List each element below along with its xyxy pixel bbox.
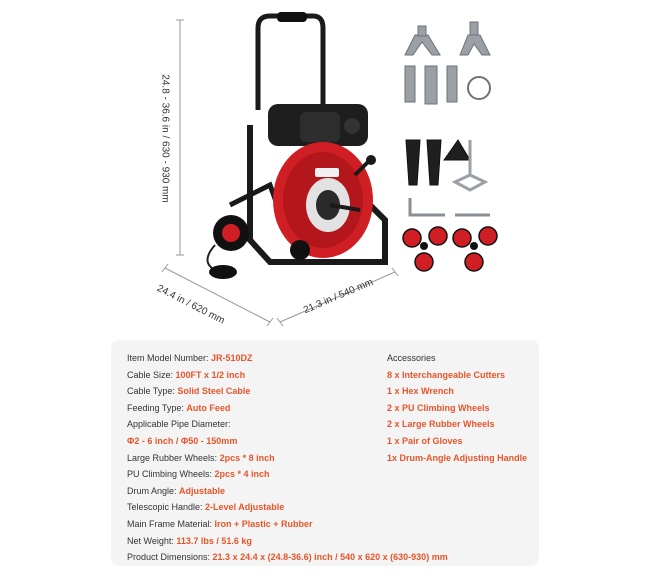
spec-row-drum-angle: Drum Angle: Adjustable bbox=[127, 485, 226, 496]
height-dimension-label: 24.8 - 36.6 in / 630 - 930 mm bbox=[159, 74, 171, 203]
spec-row-rubber-wheels: Large Rubber Wheels: 2pcs * 8 inch bbox=[127, 452, 275, 463]
accessories-list bbox=[387, 350, 527, 466]
cutters-illustration bbox=[405, 22, 490, 190]
spec-row-pipe-diameter-value: Φ2 - 6 inch / Φ50 - 150mm bbox=[127, 435, 238, 446]
accessory-item: 1 x Pair of Gloves bbox=[387, 435, 463, 446]
spec-row-feeding-type: Feeding Type: Auto Feed bbox=[127, 402, 231, 413]
spec-row-pipe-diameter: Applicable Pipe Diameter: bbox=[127, 419, 231, 430]
accessories-title: Accessories bbox=[387, 353, 436, 363]
height-dimension-line bbox=[176, 20, 184, 255]
depth-dimension-label: 24.4 in / 620 mm bbox=[155, 283, 227, 327]
accessory-item: 1x Drum-Angle Adjusting Handle bbox=[387, 452, 528, 463]
accessory-item: 2 x PU Climbing Wheels bbox=[387, 402, 490, 413]
spec-row-climbing-wheels: PU Climbing Wheels: 2pcs * 4 inch bbox=[127, 469, 270, 480]
spec-row-model: Item Model Number: JR-510DZ bbox=[127, 353, 253, 363]
accessory-item: 1 x Hex Wrench bbox=[387, 386, 454, 397]
accessory-item: 2 x Large Rubber Wheels bbox=[387, 419, 495, 430]
hex-wrench-illustration bbox=[410, 198, 490, 215]
spec-row-cable-size: Cable Size: 100FT x 1/2 inch bbox=[127, 369, 246, 380]
drain-cleaner-machine bbox=[208, 12, 386, 279]
spec-row-net-weight: Net Weight: 113.7 lbs / 51.6 kg bbox=[127, 535, 252, 546]
spec-row-telescopic-handle: Telescopic Handle: 2-Level Adjustable bbox=[127, 502, 285, 513]
spec-row-dimensions: Product Dimensions: 21.3 x 24.4 x (24.8-36.6) inch / 540 x 620 x (630-930) mm bbox=[127, 552, 448, 563]
climbing-wheels-illustration bbox=[403, 227, 497, 271]
spec-row-cable-type: Cable Type: Solid Steel Cable bbox=[127, 386, 251, 397]
width-dimension-label: 21.3 in / 540 mm bbox=[302, 276, 375, 317]
spec-row-frame-material: Main Frame Material: Iron + Plastic + Rubber bbox=[127, 518, 313, 529]
accessory-item: 8 x Interchangeable Cutters bbox=[387, 369, 506, 380]
